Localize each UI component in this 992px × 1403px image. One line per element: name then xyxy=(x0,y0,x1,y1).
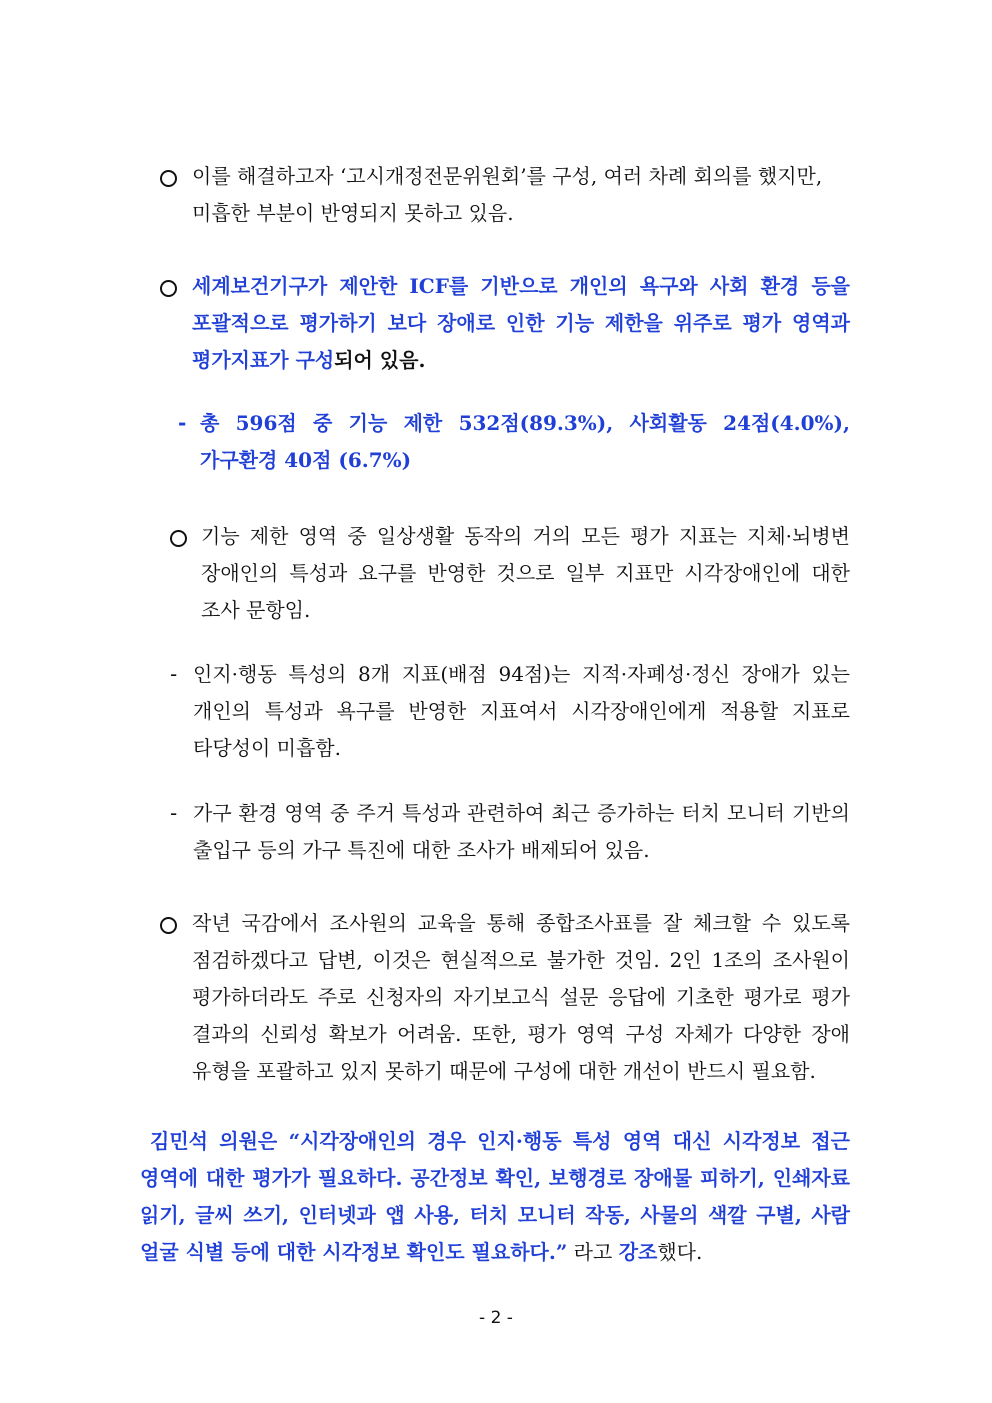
paragraph-8-quote xyxy=(140,1123,850,1271)
paragraph-4 xyxy=(170,518,850,629)
paragraph-5-text: 인지·행동 특성의 8개 지표(배점 94점)는 지적·자폐성·정신 장애가 있는 개인의 특성과 욕구를 반영한 지표여서 시각장애인에게 적용할 지표로 타당성이 미흡함. xyxy=(193,662,850,760)
circle-bullet-icon xyxy=(160,268,177,309)
circle-bullet-icon xyxy=(170,518,187,559)
quote-text: 김민석 의원은 “시각장애인의 경우 인지·행동 특성 영역 대신 시각정보 접근 영역에 대한 평가가 필요하다. 공간정보 확인, 보행경로 장애물 피하기, 인쇄자료 읽기, 글씨 쓰기, 인터넷과 앱 사용, 터치 모니터 작동, 사물의 색깔 구별, 사람 얼굴 식별 등에 대한 시각정보 확인도 필요하다.” xyxy=(140,1129,850,1264)
circle-bullet-icon xyxy=(160,158,177,199)
paragraph-3 xyxy=(178,405,850,479)
paragraph-7-text: 작년 국감에서 조사원의 교육을 통해 종합조사표를 잘 체크할 수 있도록 점검하겠다고 답변, 이것은 현실적으로 불가한 것임. 2인 1조의 조사원이 평가하더라도 주로 신청자의 자기보고식 설문 응답에 기초한 평가로 평가 결과의 신뢰성 확보가 어려움. 또한, 평가 영역 구성 자체가 다양한 장애 유형을 포괄하고 있지 못하기 때문에 구성에 대한 개선이 반드시 필요함. xyxy=(192,911,850,1083)
dash-bullet: - xyxy=(170,662,178,686)
paragraph-2-highlight: 세계보건기구가 제안한 ICF를 기반으로 개인의 욕구와 사회 환경 등을 포괄적으로 평가하기 보다 장애로 인한 기능 제한을 위주로 평가 영역과 평가지표가 구성 xyxy=(192,274,850,372)
quote-connector: 라고 xyxy=(567,1240,619,1264)
paragraph-4-text: 기능 제한 영역 중 일상생활 동작의 거의 모든 평가 지표는 지체·뇌병변 장애인의 특성과 요구를 반영한 것으로 일부 지표만 시각장애인에 대한 조사 문항임. xyxy=(201,524,850,622)
paragraph-1-line-2: 미흡한 부분이 반영되지 못하고 있음. xyxy=(192,201,514,225)
page-number: - 2 - xyxy=(479,1308,513,1328)
quote-emphasis: 강조 xyxy=(618,1240,658,1264)
paragraph-1-line-1: 이를 해결하고자 ‘고시개정전문위원회’를 구성, 여러 차례 회의를 했지만, xyxy=(192,164,823,188)
dash-bullet: - xyxy=(178,411,187,435)
paragraph-6 xyxy=(170,795,850,869)
circle-bullet-icon xyxy=(160,905,177,946)
paragraph-2-ending: 되어 있음. xyxy=(334,348,426,372)
dash-bullet: - xyxy=(170,801,178,825)
paragraph-2 xyxy=(160,268,850,379)
paragraph-3-text: 총 596점 중 기능 제한 532점(89.3%), 사회활동 24점(4.0%), 가구환경 40점 (6.7%) xyxy=(200,411,850,472)
paragraph-6-text: 가구 환경 영역 중 주거 특성과 관련하여 최근 증가하는 터치 모니터 기반의 출입구 등의 가구 특진에 대한 조사가 배제되어 있음. xyxy=(193,801,850,862)
paragraph-1 xyxy=(160,158,850,232)
quote-ending: 했다. xyxy=(657,1240,703,1264)
paragraph-5 xyxy=(170,656,850,767)
paragraph-7 xyxy=(160,905,850,1090)
